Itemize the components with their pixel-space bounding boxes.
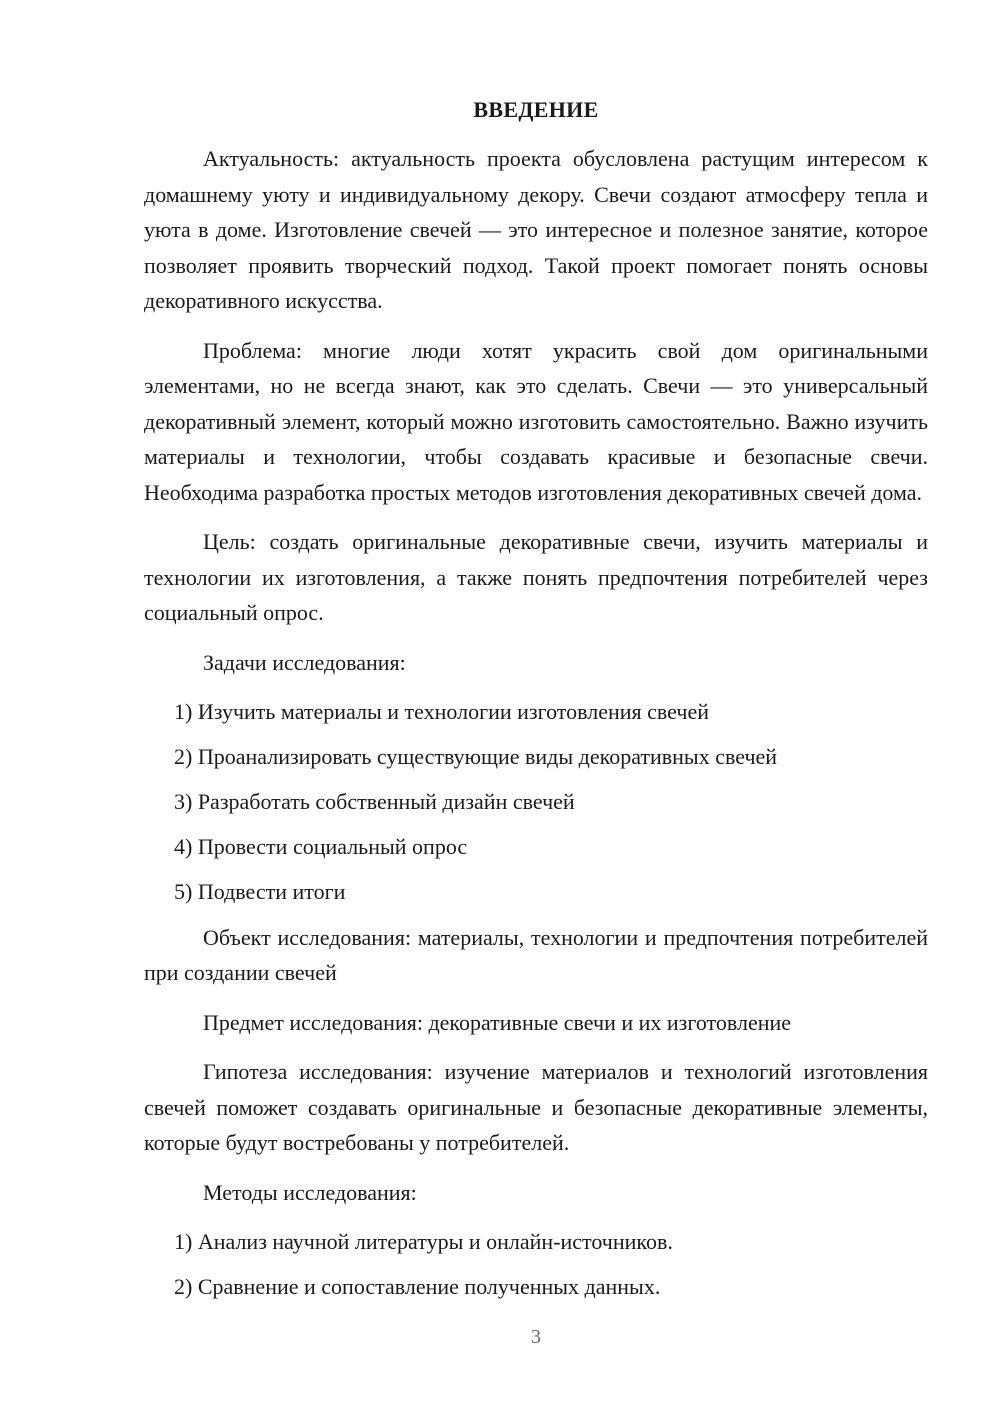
list-item: 4) Провести социальный опрос [174, 834, 468, 859]
problem-paragraph: Проблема: многие люди хотят украсить свой дом оригинальными элементами, но не всегда знают, как это сделать. Свечи — это универсальный декоративный элемент, который можно изготовить самостоятельно. Важно изучить материалы и технологии, чтобы создавать красивые и безопасные свечи. Необходима разработка простых методов изготовления декоративных свечей дома. [144, 337, 928, 505]
object-paragraph: Объект исследования: материалы, технологии и предпочтения потребителей при создании свечей [144, 924, 928, 985]
page-number: 3 [531, 1326, 541, 1348]
tasks-list [144, 694, 928, 910]
list-item: 1) Анализ научной литературы и онлайн-источников. [174, 1229, 673, 1254]
methods-list [144, 1224, 928, 1305]
relevance-paragraph: Актуальность: актуальность проекта обусловлена растущим интересом к домашнему уюту и индивидуальному декору. Свечи создают атмосферу тепла и уюта в доме. Изготовление свечей — это интересное и полезное занятие, которое позволяет проявить творческий подход. Такой проект помогает понять основы декоративного искусства. [144, 146, 928, 313]
list-item: 2) Сравнение и сопоставление полученных данных. [174, 1274, 661, 1299]
list-item: 1) Изучить материалы и технологии изготовления свечей [174, 699, 709, 724]
list-item: 2) Проанализировать существующие виды декоративных свечей [174, 744, 778, 769]
goal-paragraph: Цель: создать оригинальные декоративные свечи, изучить материалы и технологии их изготовления, а также понять предпочтения потребителей через социальный опрос. [144, 529, 928, 625]
list-item: 3) Разработать собственный дизайн свечей [174, 789, 575, 814]
hypothesis-paragraph: Гипотеза исследования: изучение материалов и технологий изготовления свечей поможет создавать оригинальные и безопасные декоративные элементы, которые будут востребованы у потребителей. [144, 1059, 928, 1155]
tasks-heading: Задачи исследования: [203, 649, 406, 675]
document-page [144, 92, 928, 1315]
subject-paragraph: Предмет исследования: декоративные свечи и их изготовление [203, 1009, 792, 1035]
methods-heading: Методы исследования: [203, 1179, 417, 1205]
section-title: ВВЕДЕНИЕ [473, 97, 599, 122]
list-item: 5) Подвести итоги [174, 879, 346, 904]
